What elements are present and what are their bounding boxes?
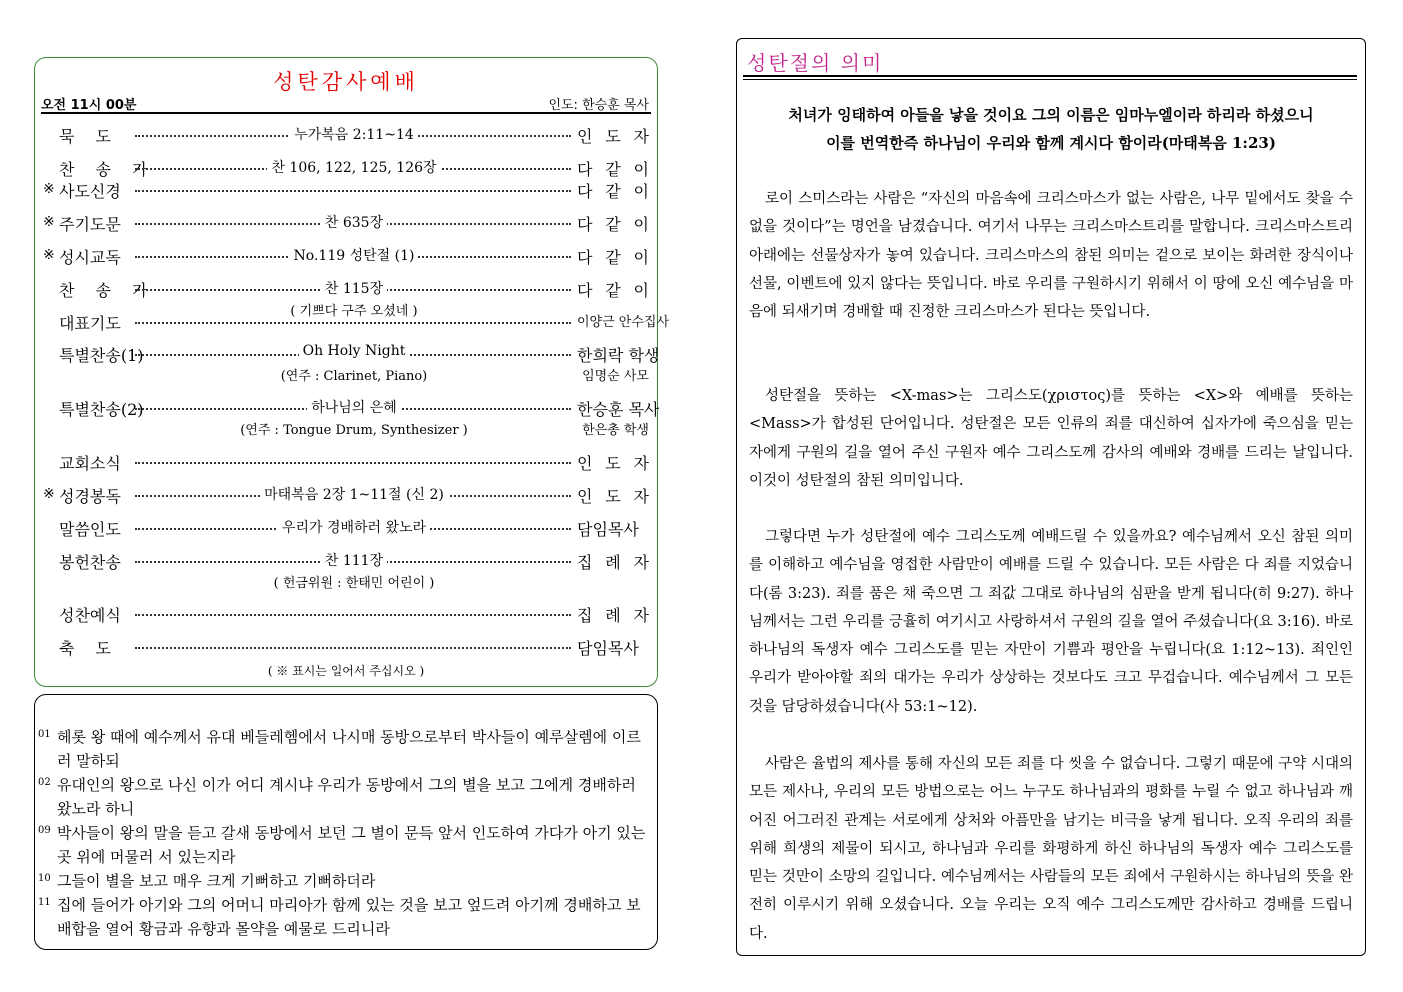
order-item <box>43 516 649 540</box>
order-item-person: 인 도 자 <box>577 451 649 474</box>
verse <box>38 773 651 821</box>
verse-text: 헤롯 왕 때에 예수께서 유대 베들레헴에서 나시매 동방으로부터 박사들이 예루살렘에 이르러 말하되 <box>57 728 641 770</box>
order-item <box>43 602 649 626</box>
order-item-second-person: 임명순 사모 <box>582 369 649 384</box>
order-item-detail-wrap <box>143 157 565 177</box>
order-item-person: 이양근 안수집사 <box>577 311 649 330</box>
verse <box>38 869 651 893</box>
order-item-name: 봉헌찬송 <box>59 553 121 572</box>
order-item-detail: 찬 106, 122, 125, 126장 <box>267 160 440 176</box>
verse-text: 그들이 별을 보고 매우 크게 기뻐하고 기뻐하더라 <box>57 872 376 890</box>
order-item <box>43 178 649 202</box>
order-item-detail: No.119 성탄절 (1) <box>290 248 419 264</box>
worship-title: 성탄감사예배 <box>273 70 419 94</box>
order-item-second-person: 한은총 학생 <box>582 423 649 438</box>
order-item <box>43 635 649 659</box>
verse-text: 집에 들어가 아기와 그의 어머니 마리아가 함께 있는 것을 보고 엎드려 아기께 경배하고 보배합을 열어 황금과 유향과 몰약을 예물로 드리니라 <box>57 896 641 938</box>
order-item-detail-wrap <box>143 212 565 232</box>
order-item-name: 교회소식 <box>59 454 121 473</box>
key-verse-quote <box>747 101 1355 157</box>
order-item-detail: 찬 111장 <box>321 553 387 569</box>
order-item-name: 특별찬송(2) <box>59 400 144 419</box>
order-item-name: 주기도문 <box>59 215 121 234</box>
order-item-detail: 하나님의 은혜 <box>307 400 401 416</box>
worship-time: 오전 11시 00분 <box>41 98 137 113</box>
order-item-detail: 우리가 경배하러 왔노라 <box>278 520 430 536</box>
order-item-person: 담임목사 <box>577 636 649 659</box>
quote-line: 이를 번역한즉 하나님이 우리와 함께 계시다 함이라(마태복음 1:23) <box>826 134 1276 152</box>
order-item-name: 말씀인도 <box>59 520 121 539</box>
order-item-detail: Oh Holy Night <box>299 343 410 359</box>
order-item-detail-wrap <box>143 245 565 265</box>
order-item-person: 다 같 이 <box>577 157 649 180</box>
order-item-person: 다 같 이 <box>577 278 649 301</box>
scripture-panel <box>34 694 658 950</box>
order-item-name: 성경봉독 <box>59 487 121 506</box>
standing-mark: ※ <box>43 214 55 230</box>
leader-dots <box>135 614 571 616</box>
verse <box>38 725 651 773</box>
divider <box>743 79 1357 80</box>
order-item <box>43 483 649 507</box>
verse-number: 02 <box>38 777 51 788</box>
order-item-name: 대표기도 <box>59 314 121 333</box>
verse-number: 09 <box>38 825 51 836</box>
leader-dots <box>135 647 571 649</box>
leader-dots <box>135 462 571 464</box>
order-item-note: ( 헌금위원 : 한태민 어린이 ) <box>273 576 435 591</box>
standing-mark: ※ <box>43 486 55 502</box>
order-item-detail-wrap <box>143 484 565 504</box>
order-item <box>43 277 649 301</box>
order-item-person: 인 도 자 <box>577 124 649 147</box>
standing-mark: ※ <box>43 181 55 197</box>
order-item-detail-wrap <box>143 550 565 570</box>
order-item <box>43 123 649 147</box>
order-item <box>43 244 649 268</box>
order-item-person: 담임목사 <box>577 517 649 540</box>
standing-mark: ※ <box>43 247 55 263</box>
paragraph: 사람은 율법의 제사를 통해 자신의 모든 죄를 다 씻을 수 없습니다. 그렇기 때문에 구약 시대의 모든 제사나, 우리의 모든 방법으로는 어느 누구도 하나님과의 평화를 누릴 수 없고 하나님과 깨어진 어그러진 관계는 서로에게 상처와 아픔만을 남기는 비극을 낳게 됩니다. 오직 우리의 죄를 위해 희생의 제물이 되시고, 하나님과 우리를 화평하게 하신 하나님의 독생자 예수 그리스도를 믿는 것만이 소망의 길입니다. 예수님께서는 사람들의 모든 죄에서 구원하시는 하나님의 뜻을 완전히 이루시기 위해 오셨습니다. 오늘 우리는 오직 예수 그리스도께만 감사하고 경배를 드립니다. <box>749 756 1353 942</box>
order-item-name: 특별찬송(1) <box>59 346 144 365</box>
verse-text: 유대인의 왕으로 나신 이가 어디 계시냐 우리가 동방에서 그의 별을 보고 그에게 경배하러 왔노라 하니 <box>57 776 636 818</box>
order-item-name: 사도신경 <box>59 182 121 201</box>
standing-note: ( ※ 표시는 일어서 주십시오 ) <box>267 664 425 678</box>
meaning-title: 성탄절의 의미 <box>747 51 884 75</box>
order-item-name: 성시교독 <box>59 248 121 267</box>
order-item-note: (연주 : Tongue Drum, Synthesizer ) <box>240 423 468 438</box>
order-item-note: (연주 : Clarinet, Piano) <box>280 369 428 384</box>
verse <box>38 893 651 941</box>
order-item <box>43 549 649 573</box>
order-item-person: 다 같 이 <box>577 245 649 268</box>
order-item <box>43 156 649 180</box>
order-item-name: 묵 도 <box>59 127 119 146</box>
divider <box>41 112 651 114</box>
order-item-note: ( 기쁘다 구주 오셨네 ) <box>290 304 418 319</box>
order-item <box>43 396 660 420</box>
order-item-person: 다 같 이 <box>577 212 649 235</box>
order-item-detail-wrap <box>143 517 565 537</box>
order-item-person: 집 례 자 <box>577 550 649 573</box>
order-item-name: 찬 송 가 <box>59 160 156 179</box>
order-item-detail: 찬 115장 <box>321 281 387 297</box>
meaning-panel <box>736 38 1366 956</box>
paragraph: 그렇다면 누가 성탄절에 예수 그리스도께 예배드릴 수 있을까요? 예수님께서 오신 참된 의미를 이해하고 예수님을 영접한 사람만이 예배를 드릴 수 있습니다. 모든 사람은 다 죄를 지었습니다(롬 3:23). 죄를 품은 채 죽으면 그 죄값 그대로 하나님의 심판을 받게 됩니다(히 9:27). 하나님께서는 그런 우리를 긍휼히 여기시고 사랑하셔서 구원의 길을 열어 주셨습니다(요 3:16). 바로 하나님의 독생자 예수 그리스도를 믿는 자만이 기쁨과 평안을 누립니다(요 1:12~13). 죄인인 우리가 받아야할 죄의 대가는 우리가 상상하는 것보다도 크고 무겁습니다. 예수님께서 그 모든 것을 담당하셨습니다(사 53:1~12). <box>749 529 1353 715</box>
worship-leader: 인도: 한승훈 목사 <box>548 98 649 113</box>
verse <box>38 821 651 869</box>
paragraph: 성탄절을 뜻하는 <X-mas>는 그리스도(χριστος)를 뜻하는 <X>와 예배를 뜻하는 <Mass>가 합성된 단어입니다. 성탄절은 모든 인류의 죄를 대신하여 십자가에 죽으심을 믿는 자에게 구원의 길을 열어 주신 구원자 예수 그리스도께 감사의 예배와 경배를 드리는 날입니다. 이것이 성탄절의 참된 의미입니다. <box>749 388 1353 489</box>
order-item-detail: 누가복음 2:11~14 <box>290 127 418 143</box>
order-item-person: 다 같 이 <box>577 179 649 202</box>
leader-dots <box>135 190 571 192</box>
order-item-name: 축 도 <box>59 639 119 658</box>
order-item-detail-wrap <box>143 124 565 144</box>
verse-number: 11 <box>38 897 51 908</box>
worship-order-panel <box>34 57 670 687</box>
leader-dots <box>135 322 571 324</box>
verse-text: 박사들이 왕의 말을 듣고 갈새 동방에서 보던 그 별이 문득 앞서 인도하여 가다가 아기 있는 곳 위에 머물러 서 있는지라 <box>57 824 646 866</box>
quote-line: 처녀가 잉태하여 아들을 낳을 것이요 그의 이름은 임마누엘이라 하리라 하셨으니 <box>788 106 1314 124</box>
order-item-name: 찬 송 가 <box>59 281 156 300</box>
order-item-detail-wrap <box>143 278 565 298</box>
order-item-detail-wrap <box>143 397 565 417</box>
order-item-person: 한희락 학생 <box>577 343 649 366</box>
order-item <box>43 211 649 235</box>
order-item <box>43 310 670 334</box>
order-item <box>43 450 649 474</box>
order-item <box>43 342 660 366</box>
order-item-detail: 마태복음 2장 1~11절 (신 2) <box>260 487 448 503</box>
verse-number: 10 <box>38 873 51 884</box>
order-item-person: 인 도 자 <box>577 484 649 507</box>
order-item-person: 집 례 자 <box>577 603 649 626</box>
order-item-person: 한승훈 목사 <box>577 397 649 420</box>
order-item-detail: 찬 635장 <box>321 215 387 231</box>
paragraph: 로이 스미스라는 사람은 “자신의 마음속에 크리스마스가 없는 사람은, 나무 밑에서도 찾을 수 없을 것이다”는 명언을 남겼습니다. 여기서 나무는 크리스마스트리를 말합니다. 크리스마스트리 아래에는 선물상자가 놓여 있습니다. 크리스마스의 참된 의미는 겉으로 보이는 화려한 장식이나 선물, 이벤트에 있지 않다는 뜻입니다. 바로 우리를 구원하시기 위해서 이 땅에 오신 예수님을 마음에 되새기며 경배할 때 진정한 크리스마스가 된다는 뜻입니다. <box>749 191 1353 321</box>
order-item-detail-wrap <box>143 343 565 359</box>
divider <box>743 75 1357 77</box>
order-item-name: 성찬예식 <box>59 606 121 625</box>
verse-number: 01 <box>38 729 51 740</box>
